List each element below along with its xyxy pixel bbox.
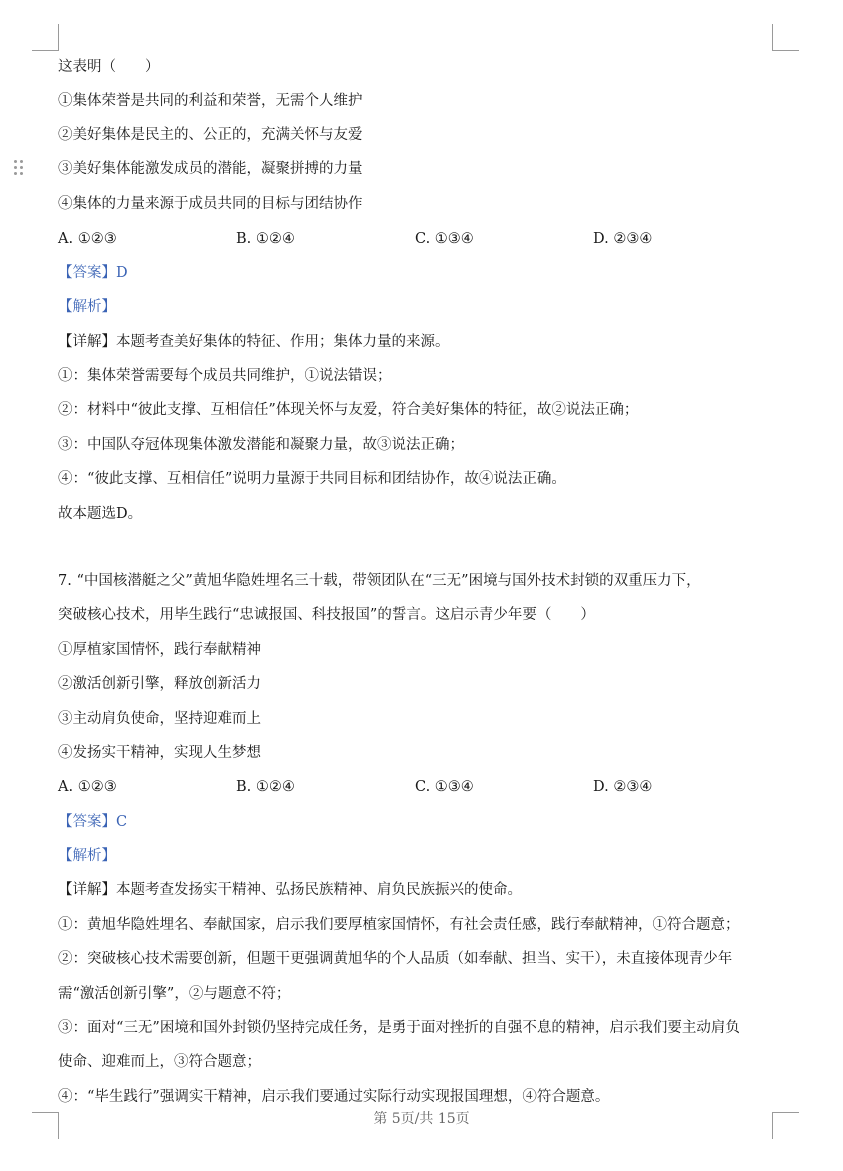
q7-option-c: C. ①③④: [415, 779, 474, 795]
q7-explanation-5: ③：面对“三无”困境和国外封锁仍坚持完成任务，是勇于面对挫折的自强不息的精神，启示我们要主动肩负: [58, 1020, 740, 1036]
q6-answer: 【答案】D: [58, 265, 128, 281]
crop-mark-top-left: [32, 24, 59, 51]
q7-explanation-1: 【详解】本题考查发扬实干精神、弘扬民族精神、肩负民族振兴的使命。: [58, 882, 522, 898]
q7-explanation-6: 使命、迎难而上，③符合题意；: [58, 1054, 261, 1070]
q7-analysis-label: 【解析】: [58, 848, 116, 864]
q7-explanation-3: ②：突破核心技术需要创新，但题干更强调黄旭华的个人品质（如奉献、担当、实干），未直接体现青少年: [58, 951, 733, 967]
q7-explanation-4: 需“激活创新引擎”，②与题意不符；: [58, 986, 291, 1002]
q6-explanation-2: ①：集体荣誉需要每个成员共同维护，①说法错误；: [58, 368, 392, 384]
drag-handle-icon[interactable]: [14, 160, 24, 178]
q6-item-1: ①集体荣誉是共同的利益和荣誉，无需个人维护: [58, 93, 363, 109]
q6-stem-tail: 这表明（ ）: [58, 59, 160, 75]
q6-item-4: ④集体的力量来源于成员共同的目标与团结协作: [58, 196, 363, 212]
q6-option-a: A. ①②③: [58, 231, 117, 247]
q7-stem-line-1: 7. “中国核潜艇之父”黄旭华隐姓埋名三十载，带领团队在“三无”困境与国外技术封锁的双重压力下，: [58, 573, 701, 589]
q6-item-2: ②美好集体是民主的、公正的，充满关怀与友爱: [58, 127, 363, 143]
q6-item-3: ③美好集体能激发成员的潜能，凝聚拼搏的力量: [58, 161, 363, 177]
q7-option-b: B. ①②④: [236, 779, 295, 795]
q7-option-a: A. ①②③: [58, 779, 117, 795]
q6-option-d: D. ②③④: [593, 231, 653, 247]
q7-stem-line-2: 突破核心技术，用毕生践行“忠诚报国、科技报国”的誓言。这启示青少年要（ ）: [58, 607, 595, 623]
q6-explanation-1: 【详解】本题考查美好集体的特征、作用；集体力量的来源。: [58, 334, 450, 350]
q6-explanation-3: ②：材料中“彼此支撑、互相信任”体现关怀与友爱，符合美好集体的特征，故②说法正确；: [58, 402, 639, 418]
q7-option-d: D. ②③④: [593, 779, 653, 795]
q7-answer: 【答案】C: [58, 814, 128, 830]
page-footer: 第 5页/共 15页: [373, 1111, 470, 1127]
q6-option-c: C. ①③④: [415, 231, 474, 247]
q6-analysis-label: 【解析】: [58, 299, 116, 315]
q6-option-b: B. ①②④: [236, 231, 295, 247]
q7-item-3: ③主动肩负使命，坚持迎难而上: [58, 711, 261, 727]
q6-explanation-4: ③：中国队夺冠体现集体激发潜能和凝聚力量，故③说法正确；: [58, 437, 464, 453]
q6-explanation-5: ④：“彼此支撑、互相信任”说明力量源于共同目标和团结协作，故④说法正确。: [58, 471, 566, 487]
q7-explanation-7: ④：“毕生践行”强调实干精神，启示我们要通过实际行动实现报国理想，④符合题意。: [58, 1089, 610, 1105]
crop-mark-top-right: [772, 24, 799, 51]
q7-item-4: ④发扬实干精神，实现人生梦想: [58, 745, 261, 761]
q7-item-2: ②激活创新引擎，释放创新活力: [58, 676, 261, 692]
q7-item-1: ①厚植家国情怀，践行奉献精神: [58, 642, 261, 658]
q7-explanation-2: ①：黄旭华隐姓埋名、奉献国家，启示我们要厚植家国情怀，有社会责任感，践行奉献精神，①符合题意；: [58, 917, 740, 933]
q6-explanation-6: 故本题选D。: [58, 506, 143, 522]
